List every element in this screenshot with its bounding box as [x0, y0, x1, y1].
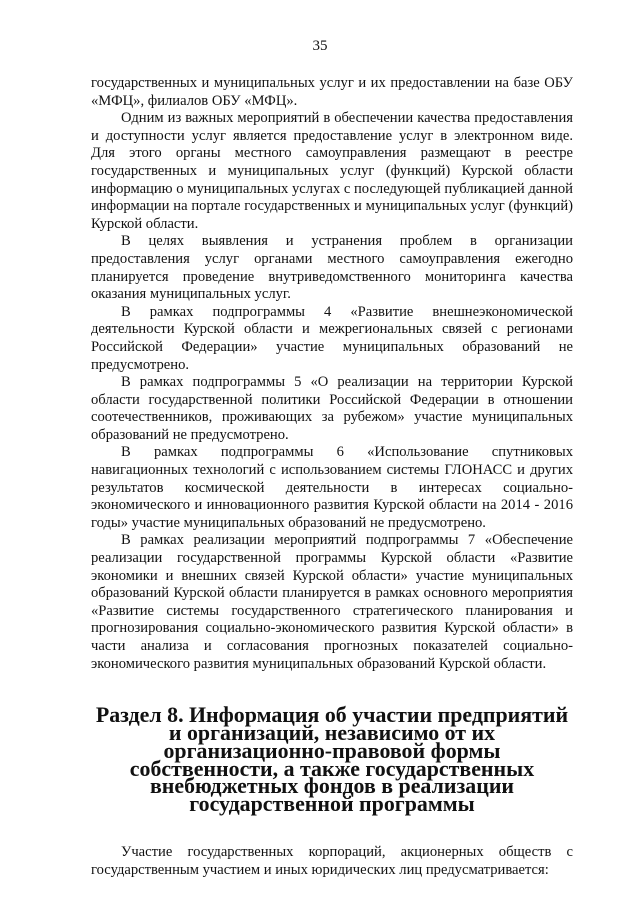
- paragraph-subprogram-6: В рамках подпрограммы 6 «Использование спутниковых навигационных технологий с использованием системы ГЛОНАСС и других результатов космической деятельности в интересах социально-экономического и инновационного развития Курской области на 2014 - 2016 годы» участие муниципальных образований не предусмотрено.: [91, 444, 573, 531]
- paragraph-continuation: государственных и муниципальных услуг и их предоставлении на базе ОБУ «МФЦ», филиалов ОБУ «МФЦ».: [91, 75, 573, 109]
- document-body: [91, 75, 573, 879]
- paragraph-monitoring: В целях выявления и устранения проблем в организации предоставления услуг органами местного самоуправления ежегодно планируется проведение внутриведомственного мониторинга качества оказания муниципальных услуг.: [91, 233, 573, 303]
- paragraph-subprogram-7: В рамках реализации мероприятий подпрограммы 7 «Обеспечение реализации государственной программы Курской области «Развитие экономики и внешних связей Курской области» участие муниципальных образований Курской области планируется в рамках основного мероприятия «Развитие системы государственного стратегического планирования и прогнозирования социально-экономического развития Курской области» в части анализа и согласования прогнозных показателей социально-экономического развития муниципальных образований Курской области.: [91, 532, 573, 672]
- paragraph-subprogram-5: В рамках подпрограммы 5 «О реализации на территории Курской области государственной политики Российской Федерации в отношении соотечественников, проживающих за рубежом» участие муниципальных образований не предусмотрено.: [91, 374, 573, 443]
- paragraph-electronic-services: Одним из важных мероприятий в обеспечении качества предоставления и доступности услуг является предоставление услуг в электронном виде. Для этого органы местного самоуправления размещают в реестре государственных и муниципальных услуг (функций) Курской области информацию о муниципальных услугах с последующей публикацией данной информации на портале государственных и муниципальных услуг (функций) Курской области.: [91, 110, 573, 232]
- section-heading: Раздел 8. Информация об участии предприятий и организаций, независимо от их организационно-правовой формы собственности, а также государственных внебюджетных фондов в реализации государственной программы: [95, 702, 569, 817]
- paragraph-subprogram-4: В рамках подпрограммы 4 «Развитие внешнеэкономической деятельности Курской области и межрегиональных связей с регионами Российской Федерации» участие муниципальных образований не предусмотрено.: [91, 303, 573, 373]
- paragraph-participation: Участие государственных корпораций, акционерных обществ с государственным участием и иных юридических лиц предусматривается:: [91, 843, 573, 878]
- page-number: 35: [312, 38, 328, 54]
